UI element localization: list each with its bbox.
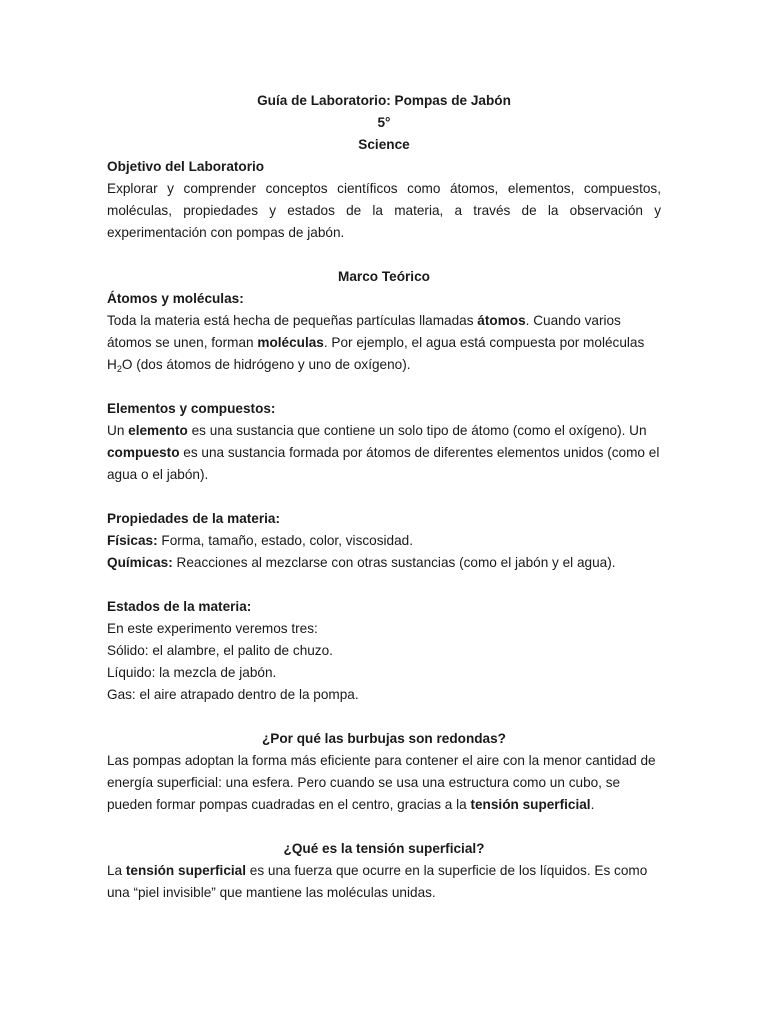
states-line: Gas: el aire atrapado dentro de la pompa.: [107, 687, 359, 702]
grade-label: 5°: [377, 115, 391, 130]
states-line: Líquido: la mezcla de jabón.: [107, 665, 277, 680]
chemical-label: Químicas:: [107, 555, 173, 570]
tension-text-1: La: [107, 863, 126, 878]
chemical-text: Reacciones al mezclarse con otras sustancias (como el jabón y el agua).: [172, 555, 616, 570]
atoms-text-4: O (dos átomos de hidrógeno y uno de oxígeno).: [121, 357, 411, 372]
tension-paragraph: [107, 860, 661, 904]
elements-text-3: es una sustancia formada por átomos de diferentes elementos unidos (como el agua o el jabón).: [107, 445, 660, 482]
elements-heading: Elementos y compuestos:: [107, 401, 276, 416]
atoms-subscript: 2: [116, 364, 122, 374]
elements-bold-1: elemento: [128, 423, 188, 438]
atoms-text-1: Toda la materia está hecha de pequeñas partículas llamadas: [107, 313, 478, 328]
physical-line: [107, 530, 661, 552]
objective-heading: Objetivo del Laboratorio: [107, 159, 265, 174]
physical-text: Forma, tamaño, estado, color, viscosidad.: [157, 533, 414, 548]
states-line: Sólido: el alambre, el palito de chuzo.: [107, 643, 333, 658]
atoms-text-2: . Cuando varios átomos se unen, forman: [107, 313, 621, 350]
atoms-bold-2: moléculas: [257, 335, 324, 350]
document-title: Guía de Laboratorio: Pompas de Jabón: [257, 93, 511, 108]
states-line: En este experimento veremos tres:: [107, 621, 318, 636]
round-bold-1: tensión superficial: [470, 797, 591, 812]
physical-label: Físicas:: [107, 533, 158, 548]
elements-paragraph: [107, 420, 661, 486]
tension-text-2: es una fuerza que ocurre en la superficie de los líquidos. Es como una “piel invisible” que mantiene las moléculas unidas.: [107, 863, 648, 900]
subject-label: Science: [358, 137, 410, 152]
atoms-text-3: . Por ejemplo, el agua está compuesta por moléculas H: [107, 335, 645, 372]
theory-heading: Marco Teórico: [338, 269, 430, 284]
objective-text: Explorar y comprender conceptos científicos como átomos, elementos, compuestos, moléculas, propiedades y estados de la materia, a través de la observación y experimentación con pompas de jabón.: [107, 181, 661, 240]
atoms-paragraph: [107, 310, 661, 376]
tension-bold-1: tensión superficial: [125, 863, 247, 878]
chemical-line: [107, 552, 661, 574]
states-heading: Estados de la materia:: [107, 599, 252, 614]
atoms-bold-1: átomos: [477, 313, 526, 328]
round-bubbles-heading: ¿Por qué las burbujas son redondas?: [262, 731, 506, 746]
round-text-2: .: [590, 797, 595, 812]
round-text-1: Las pompas adoptan la forma más eficiente para contener el aire con la menor cantidad de energía superficial: una esfera. Pero cuando se usa una estructura como un cubo, se pueden formar pompas cuadradas en el centro, gracias a la: [107, 753, 656, 812]
atoms-heading: Átomos y moléculas:: [107, 291, 244, 306]
round-bubbles-paragraph: [107, 750, 661, 816]
elements-text-1: Un: [107, 423, 129, 438]
document-page: [107, 90, 661, 904]
tension-heading: ¿Qué es la tensión superficial?: [283, 841, 485, 856]
properties-heading: Propiedades de la materia:: [107, 511, 281, 526]
elements-text-2: es una sustancia que contiene un solo tipo de átomo (como el oxígeno). Un: [187, 423, 647, 438]
elements-bold-2: compuesto: [107, 445, 180, 460]
